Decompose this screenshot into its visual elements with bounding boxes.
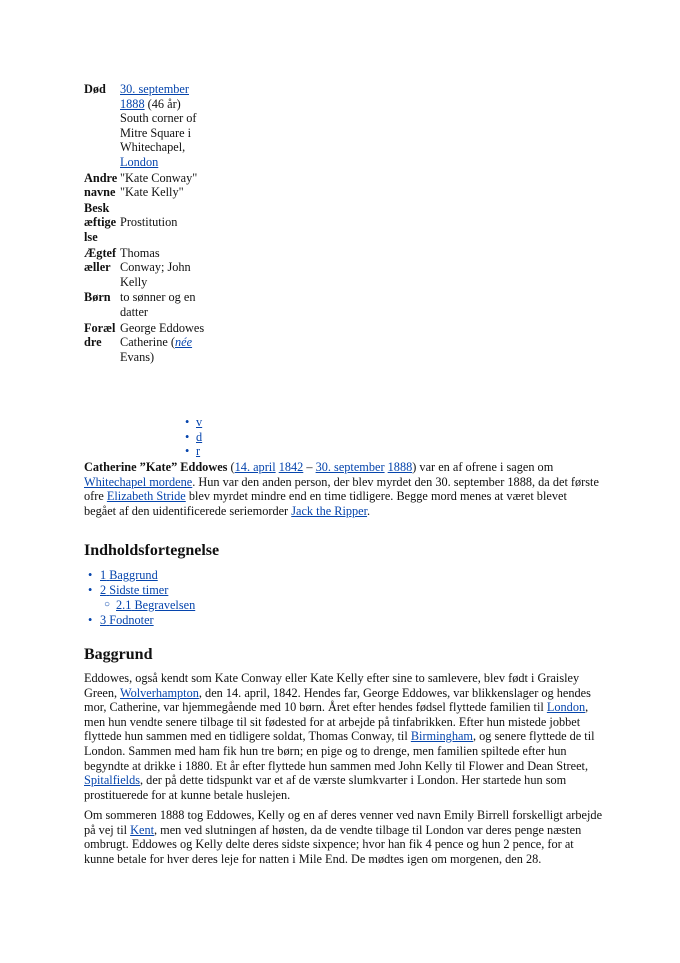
lead-text-3: blev myrdet mindre end en time tidligere. Begge mord menes at været blevet begået af den uidentificerede seriemorder [84,489,567,518]
subject-name: Catherine ”Kate” Eddowes [84,460,228,474]
navbox-discuss-item[interactable] [185,430,202,445]
infobox-value-aliases [120,171,206,200]
lead-dash: – [303,460,316,474]
death-day-link[interactable]: 30. september [315,460,385,474]
infobox-value-children: to sønner og en datter [120,290,196,319]
bg2-text-a: Om sommeren 1888 tog Eddowes, Kelly og en af deres venner ved navn Emily Birrell forskelligt arbejde på vej til [84,808,603,837]
father-name: George Eddowes [120,320,205,335]
mother-post: Evans) [120,349,155,364]
bg2-text-b: , men ved slutningen af høsten, da de vendte tilbage til London var deres penge næsten ombrugt. Eddowes og Kelly delte deres sidste sixpence; hvor han fik 4 pence og hun 2 pence, for at kunne betale for hver deres leje for natten i Mile End. De mødtes igen om morgenen, den 28. [84,822,582,866]
alias-2: "Kate Kelly" [120,185,184,200]
toc-link-baggrund[interactable] [100,568,158,582]
lead-text-4: . [367,503,371,518]
bg-text-d: , og senere flyttede de til London. Sammen med ham fik hun tre børn; en pige og to drenge, men familien spiltede efter hun begyndte at drikke i 1880. Et år efter flyttede hun sammen med John Kelly til Flower and Dean Street, [84,729,595,773]
infobox-value-occupation: Prostitution [120,214,178,229]
infobox-row-death [84,82,209,170]
toc-item-fodnoter[interactable] [84,613,195,628]
whitechapel-murders-link[interactable]: Whitechapel mordene [84,474,193,489]
toc-num: 2.1 [116,598,132,612]
toc-label: Sidste timer [109,583,169,597]
infobox-row-aliases [84,171,209,200]
background-paragraph-2 [84,808,604,866]
death-year-link[interactable]: 1888 [120,96,145,111]
navbox-discuss-link[interactable]: d [196,429,203,444]
bg-text-a: Eddowes, også kendt som Kate Conway eller Kate Kelly efter sine to samlevere, blev født i Graisley Green, [84,671,580,700]
jack-the-ripper-link[interactable]: Jack the Ripper [291,503,368,518]
infobox-label-aliases: Andre navne [84,170,118,200]
toc-item-sidste-timer[interactable] [84,583,195,598]
toc-num: 2 [100,583,107,597]
death-place: South corner of Mitre Square i Whitechapel, [120,111,197,155]
infobox-row-children [84,290,209,319]
infobox-label-death: Død [84,82,106,96]
table-of-contents [84,568,195,628]
infobox-label-occupation: Beskæftigelse [84,200,117,244]
toc-num: 1 [100,568,107,582]
navbox-edit-link[interactable]: r [196,444,201,459]
toc-link-begravelsen[interactable] [116,598,195,612]
wolverhampton-link[interactable]: Wolverhampton [119,685,199,700]
bg-text-e: , der på dette tidspunkt var et af de værste slumkvarter i London. Her startede hun som prostituerede for at kunne betale huslejen. [84,773,567,802]
toc-label: Fodnoter [109,613,154,627]
infobox-label-parents: Forældre [84,320,116,350]
lead-text-2: . Hun var den anden person, der blev myrdet den 30. september 1888, da det første ofre [84,474,599,504]
infobox-row-spouses [84,246,209,290]
infobox [84,82,209,365]
lead-paragraph: Catherine ”Kate” Eddowes (14. april 1842 – 30. september 1888) var en af ofrene i sagen om Whitechapel mordene. Hun var den anden person, der blev myrdet den 30. september 1888, da det første ofre Elizabeth Stride blev myrdet mindre end en time tidligere. Begge mord menes at været blevet begået af den uidentificerede seriemorder Jack the Ripper. [84,460,599,518]
toc-heading: Indholdsfortegnelse [84,542,220,559]
lead-text-1: ) var en af ofrene i sagen om [412,460,554,474]
birth-day-link[interactable]: 14. april [234,460,276,474]
navbox-edit-item[interactable] [185,444,202,459]
infobox-value-parents [120,321,206,365]
toc-num: 3 [100,613,107,627]
mother-pre: Catherine ( [120,335,175,350]
infobox-value-spouses: Thomas Conway; John Kelly [120,245,191,289]
death-date-link[interactable]: 30. september [120,82,189,96]
lead-death-year-link[interactable]: 1888 [387,460,413,474]
navbox-view-link[interactable]: v [196,415,203,429]
toc-item-begravelsen[interactable] [84,598,195,613]
navbox-view-item[interactable] [185,415,202,430]
kent-link[interactable]: Kent [130,822,155,837]
elizabeth-stride-link[interactable]: Elizabeth Stride [106,489,186,504]
infobox-label-spouses: Ægtefæller [84,245,117,275]
section-heading-baggrund: Baggrund [84,646,153,663]
infobox-row-parents [84,321,209,365]
toc-label: Baggrund [109,568,158,582]
background-paragraph-1 [84,671,604,802]
bg-text-b: , den 14. april, 1842. Hendes far, George Eddowes, var blikkenslager og hendes mor, Catherine, var hjemmegående med 10 børn. Året efter hendes fødsel flyttede familien til [84,685,591,715]
toc-link-sidste-timer[interactable] [100,583,168,597]
birth-year-link[interactable]: 1842 [278,460,304,474]
toc-link-fodnoter[interactable] [100,613,154,627]
infobox-label-children: Børn [84,290,111,305]
death-age: (46 år) [144,96,181,111]
navbox-links [185,415,202,459]
infobox-value-death [120,82,206,170]
london-link[interactable]: London [120,154,159,169]
toc-label: Begravelsen [134,598,196,612]
infobox-row-occupation [84,201,209,245]
birmingham-link[interactable]: Birmingham [410,729,473,744]
nee-link[interactable]: née [174,335,193,350]
alias-1: "Kate Conway" [120,170,198,185]
toc-item-baggrund[interactable] [84,568,195,583]
spitalfields-link[interactable]: Spitalfields [84,773,141,788]
bg-text-c: , men hun vendte senere tilbage til sit fødested for at arbejde på tinfabrikken. Efter hun mistede jobbet flyttede hun sammen med en tidligere soldat, Thomas Conway, til [84,700,589,744]
bg-london-link[interactable]: London [546,700,586,715]
